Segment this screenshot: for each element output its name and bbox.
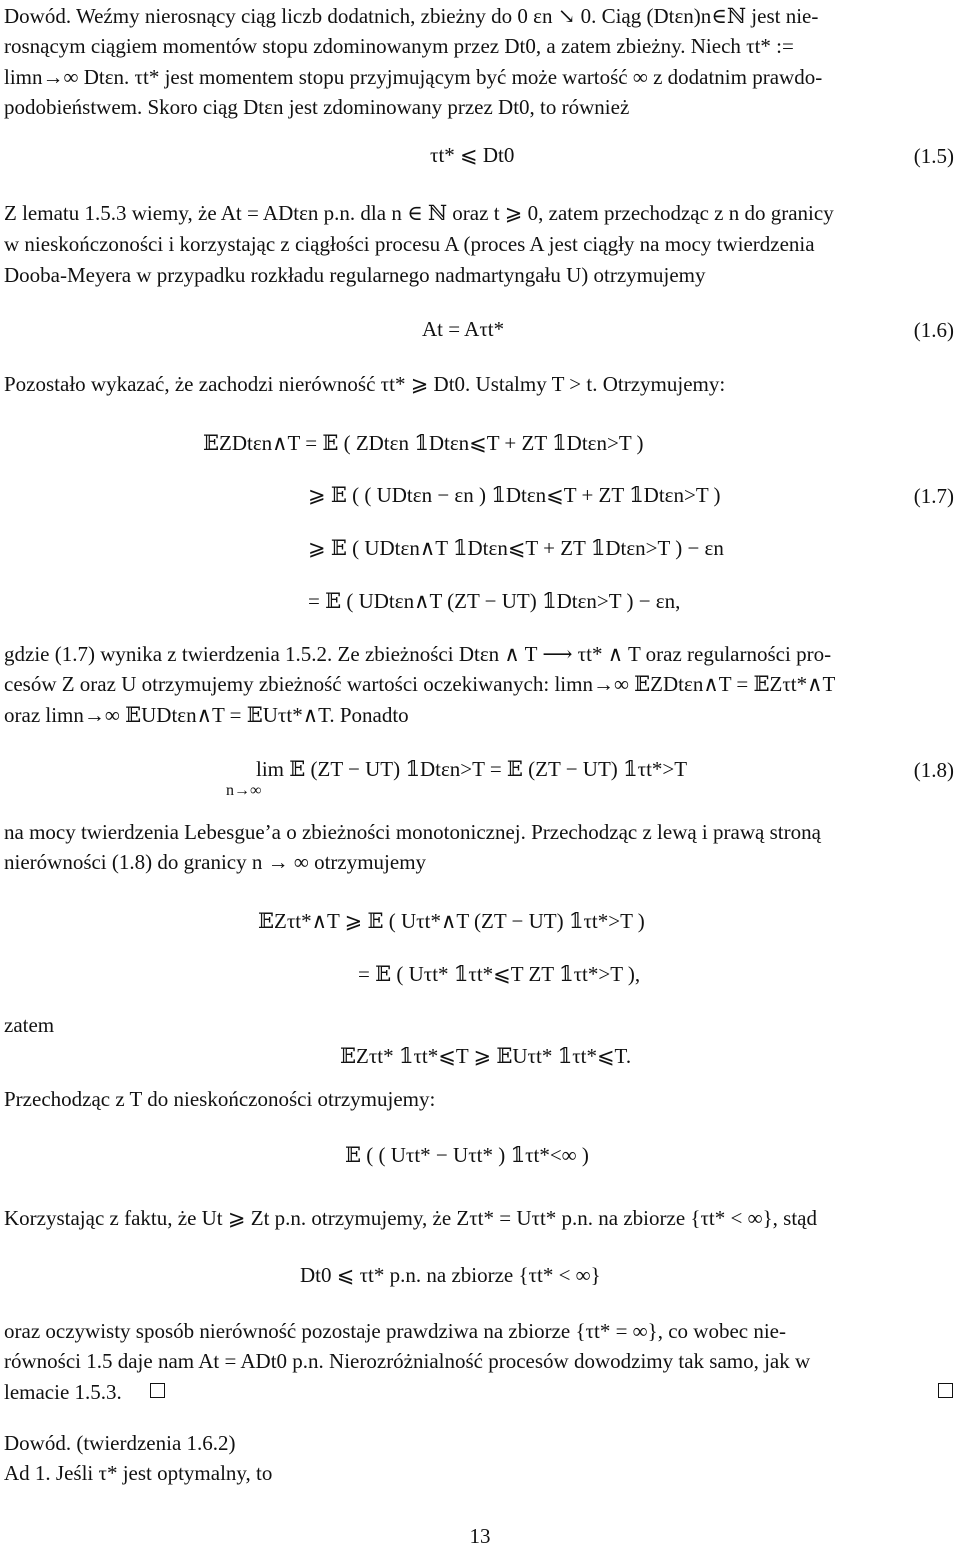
qed-box	[150, 1383, 165, 1398]
text-line: Dowód. Weźmy nierosnący ciąg liczb dodatnich, zbieżny do 0 εn ↘ 0. Ciąg (Dtεn)n∈ℕ jest nie-	[4, 4, 819, 28]
equation-number: (1.8)	[913, 758, 954, 782]
text-line: rosnącym ciągiem momentów stopu zdominowanym przez Dt0, a zatem zbieżny. Niech τt* :=	[4, 34, 794, 58]
equation-zatem: 𝔼Zτt* 𝟙τt*⩽T ⩾ 𝔼Uτt* 𝟙τt*⩽T.	[340, 1044, 632, 1068]
text-line: oraz limn→∞ 𝔼UDtεn∧T = 𝔼Uτt*∧T. Ponadto	[4, 703, 409, 727]
qed-box	[938, 1383, 953, 1398]
equation-1-7-line: 𝔼ZDtεn∧T = 𝔼 ( ZDtεn 𝟙Dtεn⩽T + ZT 𝟙Dtεn>T )	[203, 431, 644, 455]
equation-1-7-line: = 𝔼 ( UDtεn∧T (ZT − UT) 𝟙Dtεn>T ) − εn,	[308, 589, 681, 613]
page-number: 13	[469, 1524, 491, 1548]
equation-1-6: At = Aτt*	[422, 317, 505, 341]
text-line: Ad 1. Jeśli τ* jest optymalny, to	[4, 1461, 273, 1485]
text-line: Dooba-Meyera w przypadku rozkładu regularnego nadmartyngału U) otrzymujemy	[4, 263, 706, 287]
equation-1-7-line: ⩾ 𝔼 ( UDtεn∧T 𝟙Dtεn⩽T + ZT 𝟙Dtεn>T ) − εn	[308, 536, 724, 560]
text-line: oraz oczywisty sposób nierówność pozostaje prawdziwa na zbiorze {τt* = ∞}, co wobec nie-	[4, 1319, 786, 1343]
equation-d0: Dt0 ⩽ τt* p.n. na zbiorze {τt* < ∞}	[300, 1263, 601, 1287]
equation-1-7-line: ⩾ 𝔼 ( ( UDtεn − εn ) 𝟙Dtεn⩽T + ZT 𝟙Dtεn>T )	[308, 483, 721, 507]
equation-number: (1.7)	[913, 484, 954, 508]
equation-number: (1.5)	[913, 144, 954, 168]
text-line: nierówności (1.8) do granicy n → ∞ otrzymujemy	[4, 850, 427, 874]
equation-1-8-subscript: n→∞	[226, 782, 262, 799]
text-line: Korzystając z faktu, że Ut ⩾ Zt p.n. otrzymujemy, że Zτt* = Uτt* p.n. na zbiorze {τt* < ∞}, stąd	[4, 1206, 817, 1230]
text-line: lemacie 1.5.3.	[4, 1380, 122, 1404]
text-line: podobieństwem. Skoro ciąg Dtεn jest zdominowany przez Dt0, to również	[4, 95, 630, 119]
text-line: Pozostało wykazać, że zachodzi nierówność τt* ⩾ Dt0. Ustalmy T > t. Otrzymujemy:	[4, 372, 726, 396]
equation-limit-line: 𝔼Zτt*∧T ⩾ 𝔼 ( Uτt*∧T (ZT − UT) 𝟙τt*>T )	[258, 909, 645, 933]
text-line: Z lematu 1.5.3 wiemy, że At = ADtεn p.n. dla n ∈ ℕ oraz t ⩾ 0, zatem przechodząc z n do granicy	[4, 201, 834, 225]
text-line: cesów Z oraz U otrzymujemy zbieżność wartości oczekiwanych: limn→∞ 𝔼ZDtεn∧T = 𝔼Zτt*∧T	[4, 672, 836, 696]
text-line: Przechodząc z T do nieskończoności otrzymujemy:	[4, 1087, 436, 1111]
proof-heading: Dowód. (twierdzenia 1.6.2)	[4, 1431, 236, 1455]
equation-limit-line: = 𝔼 ( Uτt* 𝟙τt*⩽T ZT 𝟙τt*>T ),	[358, 962, 641, 986]
text-line: limn→∞ Dtεn. τt* jest momentem stopu przyjmującym być może wartość ∞ z dodatnim prawdo-	[4, 65, 823, 89]
text-line: gdzie (1.7) wynika z twierdzenia 1.5.2. Ze zbieżności Dtεn ∧ T ⟶ τt* ∧ T oraz regularności pro-	[4, 642, 832, 666]
text-line: zatem	[4, 1013, 55, 1037]
text-line: na mocy twierdzenia Lebesgue’a o zbieżności monotonicznej. Przechodząc z lewą i prawą stroną	[4, 820, 821, 844]
equation-infinity: 𝔼 ( ( Uτt* − Uτt* ) 𝟙τt*<∞ )	[345, 1143, 589, 1167]
text-line: równości 1.5 daje nam At = ADt0 p.n. Nierozróżnialność procesów dowodzimy tak samo, jak w	[4, 1349, 811, 1373]
equation-number: (1.6)	[913, 318, 954, 342]
equation-1-8: lim 𝔼 (ZT − UT) 𝟙Dtεn>T = 𝔼 (ZT − UT) 𝟙τt*>T	[256, 757, 688, 781]
text-line: w nieskończoności i korzystając z ciągłości procesu A (proces A jest ciągły na mocy twierdzenia	[4, 232, 815, 256]
equation-1-5: τt* ⩽ Dt0	[430, 143, 515, 167]
